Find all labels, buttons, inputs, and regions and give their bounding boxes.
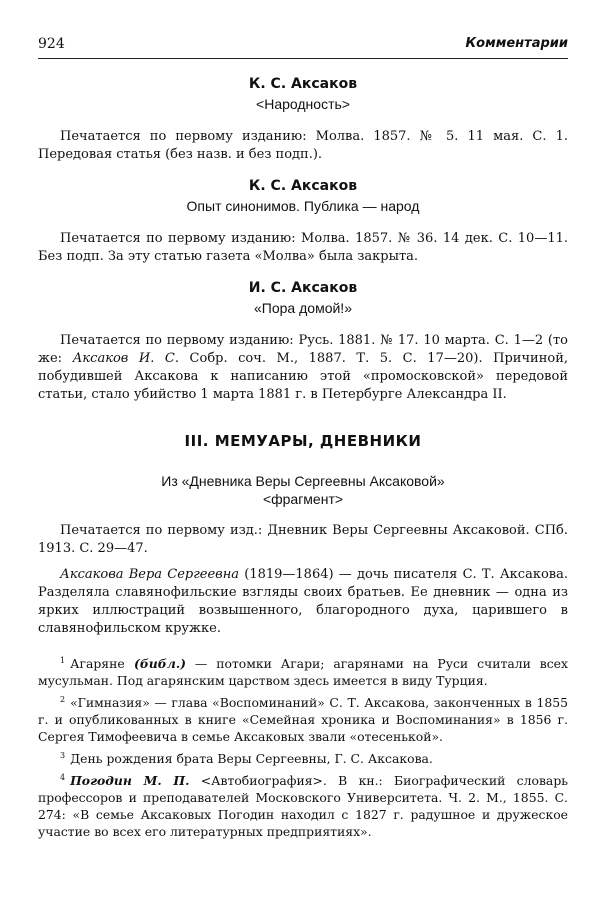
entry-author: И. С. Аксаков [248,280,358,296]
header-rule [38,58,568,59]
entry-text-part: Собр. соч. М., 1887. Т. 5. С. 17—20). Причиной, побудившей Аксакова к написанию этой «промосковской» передовой статьи, стало убийство 1 марта 1881 г. в Петербурге Александра II. [38,351,568,402]
footnote-3 [38,747,568,767]
footnote-text: <Автобиография>. В кн.: Биографический словарь профессоров и преподавателей Московского Университета. Ч. 2. М., 1855. С. 274: «В семье Аксаковых Погодин находил с 1827 г. радушное и дружеское участие во всех его литературных предприятиях». [38,773,568,839]
footnote-2 [38,691,568,745]
footnote-number: 2 [60,695,66,704]
entry-author: К. С. Аксаков [248,76,358,92]
footnote-text: «Гимназия» — глава «Воспоминаний» С. Т. Аксакова, законченных в 1855 г. и опубликованных в книге «Семейная хроника и Воспоминания» в 1856 г. Сергея Тимофеевича в семье Аксаковых звали «отесенькой». [38,695,568,744]
diary-bio [38,566,568,638]
diary-subtitle: <фрагмент> [262,491,344,507]
entry-text-italic: Аксаков И. С. [72,351,180,366]
footnote-1 [38,652,568,689]
entry-title: Опыт синонимов. Публика — народ [186,198,420,214]
entry-pora-domoy [38,280,568,404]
running-head [38,36,568,58]
bio-text: (1819—1864) — дочь писателя С. Т. Аксакова. Разделяла славянофильские взгляды своих братьев. Ее дневник — одна из ярких иллюстраций возвышенного, благородного духа, царившего в славянофильском кружке. [38,567,568,636]
footnote-text: — потомки Агари; агарянами на Руси считали всех мусульман. Под агарянским царством здесь имеется в виду Турция. [38,656,569,688]
footnote-number: 1 [60,656,66,665]
footnotes [38,652,568,840]
diary-title-line: Из «Дневника Веры Сергеевны Аксаковой» [161,473,445,489]
footnote-lead-paren: (библ.) [124,656,187,671]
entry-text: Печатается по первому изданию: Молва. 1857. № 5. 11 мая. С. 1. Передовая статья (без назв. и без подп.). [38,129,568,162]
diary-source: Печатается по первому изд.: Дневник Веры Сергеевны Аксаковой. СПб. 1913. С. 29—47. [38,523,568,556]
entry-text: Печатается по первому изданию: Молва. 1857. № 36. 14 дек. С. 10—11. Без подп. За эту статью газета «Молва» была закрыта. [38,231,568,264]
footnote-text: День рождения брата Веры Сергеевны, Г. С. Аксакова. [70,751,433,766]
entry-title: <Народность> [256,96,350,112]
footnote-number: 3 [60,751,66,760]
running-title: Комментарии [465,36,568,51]
footnote-4 [38,769,568,840]
part-heading: III. МЕМУАРЫ, ДНЕВНИКИ [184,432,422,450]
page-number: 924 [38,36,65,52]
entry-narodnost [38,76,568,164]
footnote-lead: Погодин М. П. [70,773,190,788]
content [38,68,568,842]
entry-text-part: Печатается по первому изданию: Русь. 1881. № 17. 10 марта. С. 1—2 (то же: [38,333,568,366]
entry-text [38,332,568,404]
footnote-number: 4 [60,773,66,782]
entry-synonyms [38,178,568,266]
footnote-lead: Агаряне [70,656,125,671]
entry-author: К. С. Аксаков [248,178,358,194]
diary-title [38,472,568,508]
bio-name: Аксакова Вера Сергеевна [60,567,240,582]
entry-title: «Пора домой!» [254,300,352,316]
